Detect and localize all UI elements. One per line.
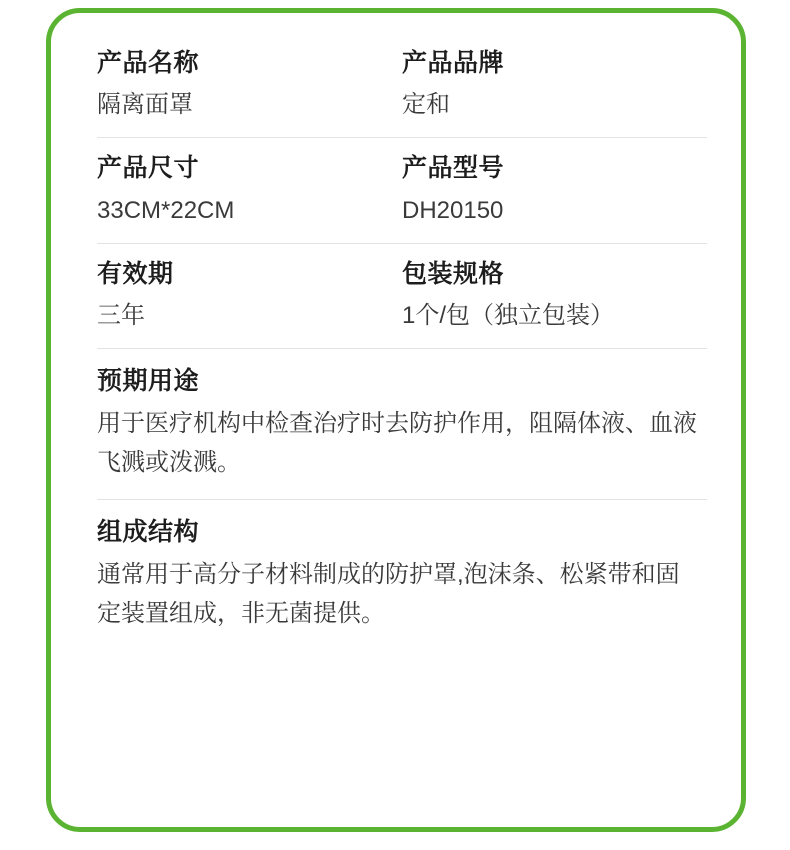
field-label: 产品名称 (97, 49, 200, 77)
field-value: 隔离面罩 (97, 91, 193, 119)
spec-field-product-name (97, 45, 402, 123)
field-value: 用于医疗机构中检查治疗时去防护作用，阻隔体液、血液飞溅或泼溅。 (97, 410, 697, 476)
field-label: 产品尺寸 (97, 154, 200, 183)
field-value: DH20150 (402, 196, 504, 224)
product-spec-card (46, 8, 746, 832)
field-label: 产品型号 (402, 154, 505, 183)
field-value: 33CM*22CM (97, 196, 235, 224)
spec-field-validity-period (97, 256, 402, 334)
spec-field-packaging-spec (402, 256, 707, 334)
field-label: 产品品牌 (402, 49, 505, 77)
field-value: 定和 (402, 91, 450, 119)
field-label: 组成结构 (97, 517, 200, 546)
field-label: 包装规格 (402, 259, 505, 288)
spec-field-product-model (402, 150, 707, 228)
spec-field-product-brand (402, 45, 707, 123)
spec-row-name-brand (97, 33, 707, 138)
spec-block-composition (97, 500, 707, 650)
spec-row-validity-packaging (97, 244, 707, 349)
spec-field-product-size (97, 150, 402, 228)
spec-content (97, 33, 707, 650)
field-value: 通常用于高分子材料制成的防护罩,泡沫条、松紧带和固定装置组成，非无菌提供。 (97, 561, 680, 627)
field-label: 预期用途 (97, 366, 200, 395)
spec-row-size-model (97, 138, 707, 243)
field-label: 有效期 (97, 259, 174, 288)
field-value: 三年 (97, 301, 145, 329)
spec-block-intended-use (97, 349, 707, 500)
field-value: 1个/包（独立包装） (402, 301, 615, 329)
